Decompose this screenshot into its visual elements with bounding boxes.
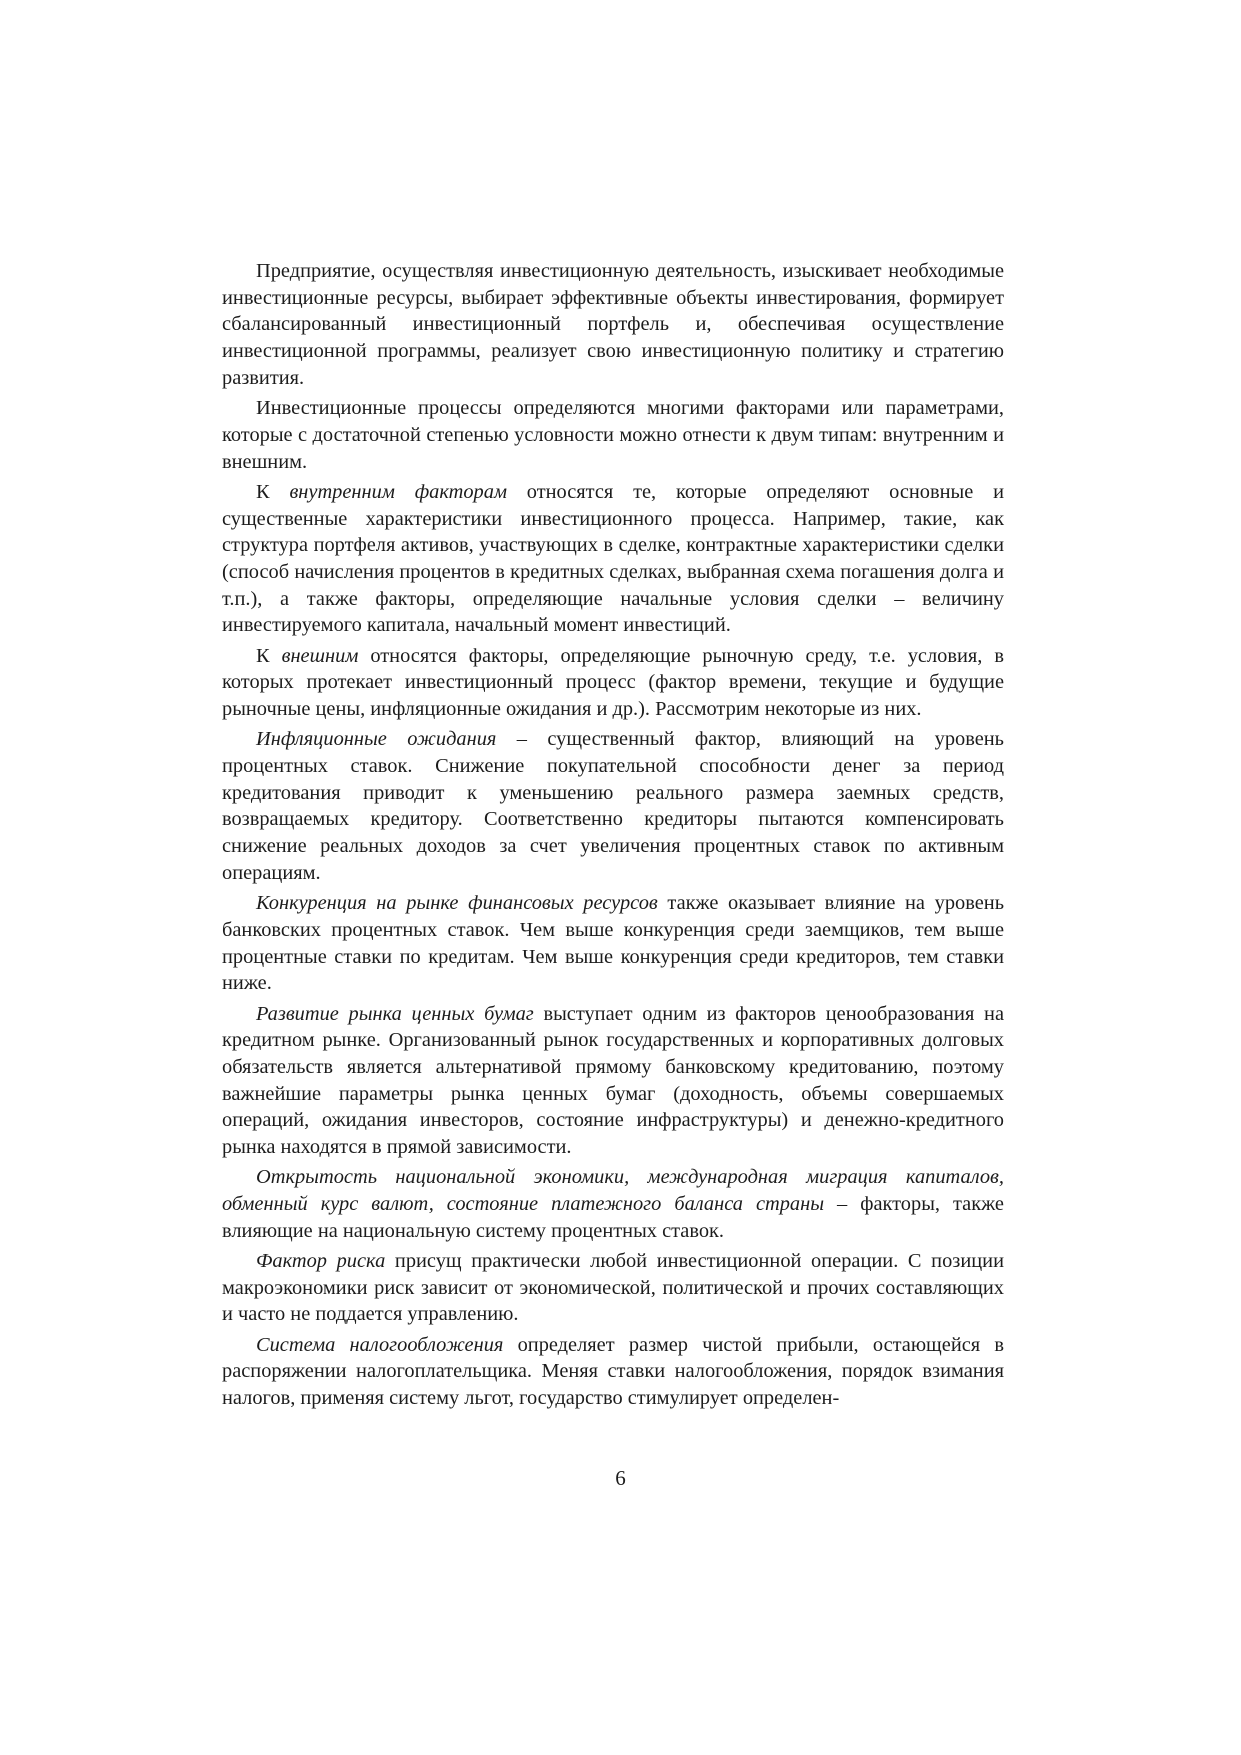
paragraph-8-term: Открытость национальной экономики, международная миграция капиталов, обменный курс валют, состояние платежного баланса страны xyxy=(222,1166,1004,1216)
paragraph-5-term: Инфляционные ожидания xyxy=(256,728,497,751)
paragraph-4-text: относятся факторы, определяющие рыночную среду, т.е. условия, в которых протекает инвестиционный процесс (фактор времени, текущие и будущие рыночные цены, инфляционные ожидания и др.). Рассмотрим некоторые из них. xyxy=(222,644,1004,721)
paragraph-5-text: – существенный фактор, влияющий на уровень процентных ставок. Снижение покупательной способности денег за период кредитования приводит к уменьшению реального размера заемных средств, возвращаемых кредитору. Соответственно кредиторы пытаются компенсировать снижение реальных доходов за счет увеличения процентных ставок по активным операциям. xyxy=(222,728,1004,884)
paragraph-3-prefix: К xyxy=(256,480,290,503)
paragraph-4-prefix: К xyxy=(256,644,282,667)
paragraph-8-text: – факторы, также влияющие на национальную систему процентных ставок. xyxy=(222,1193,1004,1242)
paragraph-3 xyxy=(222,479,1004,639)
paragraph-4 xyxy=(222,643,1004,723)
paragraph-6-text: также оказывает влияние на уровень банковских процентных ставок. Чем выше конкуренция среди заемщиков, тем выше процентные ставки по кредитам. Чем выше конкуренция среди кредиторов, тем ставки ниже. xyxy=(222,892,1004,995)
paragraph-7 xyxy=(222,1001,1004,1161)
paragraph-4-term: внешним xyxy=(281,644,359,667)
paragraph-9-text: присущ практически любой инвестиционной операции. С позиции макроэкономики риск зависит от экономической, политической и прочих составляющих и часто не поддается управлению. xyxy=(222,1250,1004,1326)
paragraph-6-term: Конкуренция на рынке финансовых ресурсов xyxy=(256,892,658,915)
paragraph-7-text: выступает одним из факторов ценообразования на кредитном рынке. Организованный рынок государственных и корпоративных долговых обязательств является альтернативой прямому банковскому кредитованию, поэтому важнейшие параметры рынка ценных бумаг (доходность, объемы совершаемых операций, ожидания инвесторов, состояние инфраструктуры) и денежно-кредитного рынка находятся в прямой зависимости. xyxy=(222,1002,1004,1159)
page-number: 6 xyxy=(615,1466,626,1490)
paragraph-7-term: Развитие рынка ценных бумаг xyxy=(256,1002,534,1025)
paragraph-1 xyxy=(222,258,1004,392)
page-body xyxy=(222,258,1004,1412)
paragraph-9-term: Фактор риска xyxy=(256,1250,386,1273)
paragraph-9 xyxy=(222,1248,1004,1328)
paragraph-2-text: Инвестиционные процессы определяются многими факторами или параметрами, которые с достаточной степенью условности можно отнести к двум типам: внутренним и внешним. xyxy=(222,397,1004,473)
paragraph-1-text: Предприятие, осуществляя инвестиционную деятельность, изыскивает необходимые инвестиционные ресурсы, выбирает эффективные объекты инвестирования, формирует сбалансированный инвестиционный портфель и, обеспечивая осуществление инвестиционной программы, реализует свою инвестиционную политику и стратегию развития. xyxy=(222,260,1004,389)
paragraph-10-text: определяет размер чистой прибыли, остающейся в распоряжении налогоплательщика. Меняя ставки налогообложения, порядок взимания налогов, применяя систему льгот, государство стимулирует определен- xyxy=(222,1333,1004,1410)
paragraph-6 xyxy=(222,890,1004,997)
paragraph-10 xyxy=(222,1332,1004,1412)
paragraph-3-term: внутренним факторам xyxy=(289,480,507,503)
paragraph-3-text: относятся те, которые определяют основные и существенные характеристики инвестиционного процесса. Например, такие, как структура портфеля активов, участвующих в сделке, контрактные характеристики сделки (способ начисления процентов в кредитных сделках, выбранная схема погашения долга и т.п.), а также факторы, определяющие начальные условия сделки – величину инвестируемого капитала, начальный момент инвестиций. xyxy=(222,480,1005,637)
paragraph-2 xyxy=(222,395,1004,475)
paragraph-8 xyxy=(222,1164,1004,1244)
paragraph-10-term: Система налогообложения xyxy=(256,1333,504,1356)
paragraph-5 xyxy=(222,726,1004,886)
